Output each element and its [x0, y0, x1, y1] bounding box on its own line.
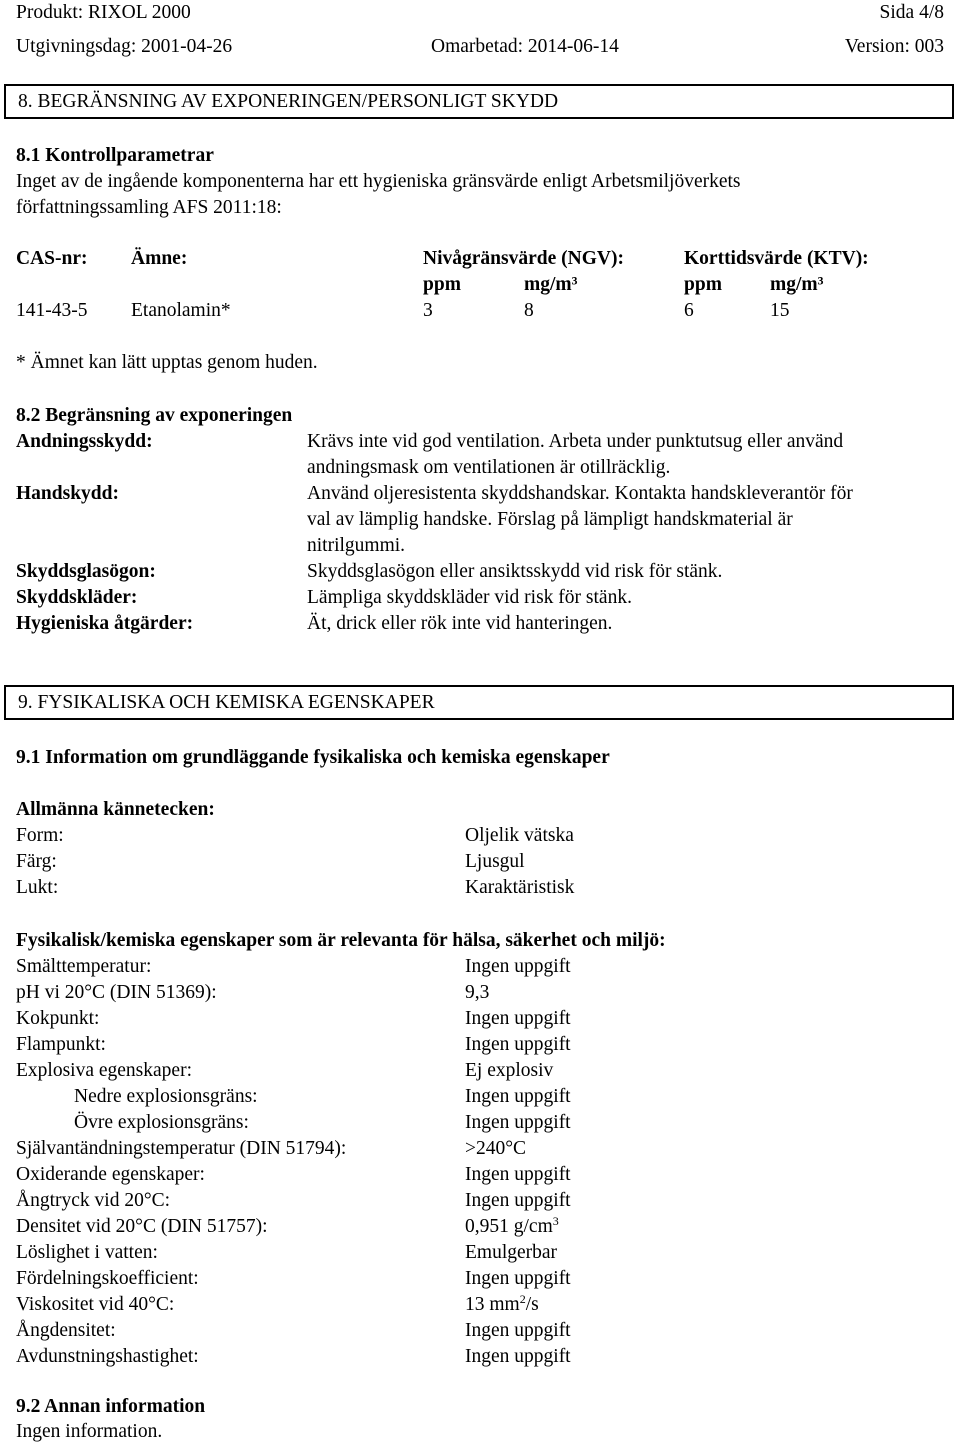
protection-text: Skyddsglasögon eller ansiktsskydd vid risk för stänk. [307, 561, 723, 582]
prop-label: Densitet vid 20°C (DIN 51757): [16, 1216, 268, 1237]
prop-value: Emulgerbar [465, 1242, 558, 1263]
props-title: Fysikalisk/kemiska egenskaper som är relevanta för hälsa, säkerhet och miljö: [16, 930, 666, 951]
prop-value: Ingen uppgift [465, 1190, 571, 1211]
prop-value: Ingen uppgift [465, 1164, 571, 1185]
prop-label: Självantändningstemperatur (DIN 51794): [16, 1138, 347, 1159]
prop-value: Ej explosiv [465, 1060, 554, 1081]
protection-text: Ät, drick eller rök inte vid hanteringen. [307, 613, 613, 634]
protection-label: Andningsskydd: [16, 431, 153, 452]
protection-text: val av lämplig handske. Förslag på lämpligt handskmaterial är [307, 509, 793, 530]
revised-date: Omarbetad: 2014-06-14 [431, 36, 619, 57]
general-title: Allmänna kännetecken: [16, 799, 215, 820]
prop-label: Smälttemperatur: [16, 956, 152, 977]
table-header-ktv: Korttidsvärde (KTV): [684, 248, 869, 269]
prop-value: 13 $mm^2/s$ [465, 1292, 539, 1315]
protection-label: Skyddskläder: [16, 587, 138, 608]
footnote: * Ämnet kan lätt upptas genom huden. [16, 352, 318, 373]
protection-text: andningsmask om ventilationen är otillräcklig. [307, 457, 671, 478]
prop-value: Ingen uppgift [465, 1346, 571, 1367]
cell-ktv-mg: 15 [770, 300, 790, 321]
protection-text: Krävs inte vid god ventilation. Arbeta under punktutsug eller använd [307, 431, 844, 452]
section-8-1-text: författningssamling AFS 2011:18: [16, 197, 282, 218]
general-value: Karaktäristisk [465, 877, 575, 898]
prop-label: Explosiva egenskaper: [16, 1060, 192, 1081]
prop-value: Ingen uppgift [465, 1034, 571, 1055]
prop-value: Ingen uppgift [465, 1268, 571, 1289]
prop-value: Ingen uppgift [465, 1320, 571, 1341]
section-9-2-text: Ingen information. [16, 1421, 163, 1442]
prop-value: Ingen uppgift [465, 1008, 571, 1029]
prop-value: Ingen uppgift [465, 1112, 571, 1133]
issue-date: Utgivningsdag: 2001-04-26 [16, 36, 233, 57]
table-header-ngv: Nivågränsvärde (NGV): [423, 248, 624, 269]
cell-cas: 141-43-5 [16, 300, 88, 321]
prop-label: pH vi 20°C (DIN 51369): [16, 982, 217, 1003]
protection-label: Handskydd: [16, 483, 119, 504]
page-number: Sida 4/8 [879, 2, 944, 23]
prop-label: Flampunkt: [16, 1034, 106, 1055]
protection-label: Hygieniska åtgärder: [16, 613, 194, 634]
prop-value: 9,3 [465, 982, 490, 1003]
general-value: Oljelik vätska [465, 825, 574, 846]
unit-ktv-ppm: ppm [684, 274, 722, 295]
prop-label: Löslighet i vatten: [16, 1242, 158, 1263]
unit-ktv-mg: mg/m³ [770, 274, 824, 295]
prop-label: Övre explosionsgräns: [74, 1112, 249, 1133]
unit-ngv-ppm: ppm [423, 274, 461, 295]
prop-label: Ångtryck vid 20°C: [16, 1190, 171, 1211]
cell-substance: Etanolamin* [131, 300, 231, 321]
general-value: Ljusgul [465, 851, 525, 872]
protection-text: Lämpliga skyddskläder vid risk för stänk. [307, 587, 632, 608]
section-8-1-text: Inget av de ingående komponenterna har ett hygieniska gränsvärde enligt Arbetsmiljöverkets [16, 171, 741, 192]
prop-value: 0,951 $g/cm^3$ [465, 1214, 559, 1237]
section-9-1-title: 9.1 Information om grundläggande fysikaliska och kemiska egenskaper [16, 747, 610, 768]
prop-value: Ingen uppgift [465, 1086, 571, 1107]
prop-value: Ingen uppgift [465, 956, 571, 977]
cell-ngv-mg: 8 [524, 300, 534, 321]
cell-ngv-ppm: 3 [423, 300, 433, 321]
section-8-1-title: 8.1 Kontrollparametrar [16, 145, 214, 166]
prop-label: Fördelningskoefficient: [16, 1268, 199, 1289]
general-label: Lukt: [16, 877, 59, 898]
protection-text: Använd oljeresistenta skyddshandskar. Kontakta handskleverantör för [307, 483, 853, 504]
prop-label: Ångdensitet: [16, 1320, 116, 1341]
section-9-title: 9. FYSIKALISKA OCH KEMISKA EGENSKAPER [18, 692, 435, 713]
section-9-2-title: 9.2 Annan information [16, 1396, 206, 1417]
prop-label: Kokpunkt: [16, 1008, 100, 1029]
prop-value: >240°C [465, 1138, 527, 1159]
version: Version: 003 [844, 36, 944, 57]
prop-label: Nedre explosionsgräns: [74, 1086, 258, 1107]
table-header-cas: CAS-nr: [16, 248, 88, 269]
section-8-title-box [4, 84, 954, 119]
protection-text: nitrilgummi. [307, 535, 406, 556]
product-name: Produkt: RIXOL 2000 [16, 2, 191, 23]
section-8-2-title: 8.2 Begränsning av exponeringen [16, 405, 293, 426]
protection-label: Skyddsglasögon: [16, 561, 156, 582]
prop-label: Viskositet vid 40°C: [16, 1294, 175, 1315]
general-label: Färg: [16, 851, 57, 872]
section-8-title: 8. BEGRÄNSNING AV EXPONERINGEN/PERSONLIGT SKYDD [18, 91, 559, 112]
cell-ktv-ppm: 6 [684, 300, 694, 321]
unit-ngv-mg: mg/m³ [524, 274, 578, 295]
section-9-title-box [4, 685, 954, 720]
prop-label: Oxiderande egenskaper: [16, 1164, 205, 1185]
general-label: Form: [16, 825, 64, 846]
prop-label: Avdunstningshastighet: [16, 1346, 199, 1367]
table-header-substance: Ämne: [131, 248, 188, 269]
